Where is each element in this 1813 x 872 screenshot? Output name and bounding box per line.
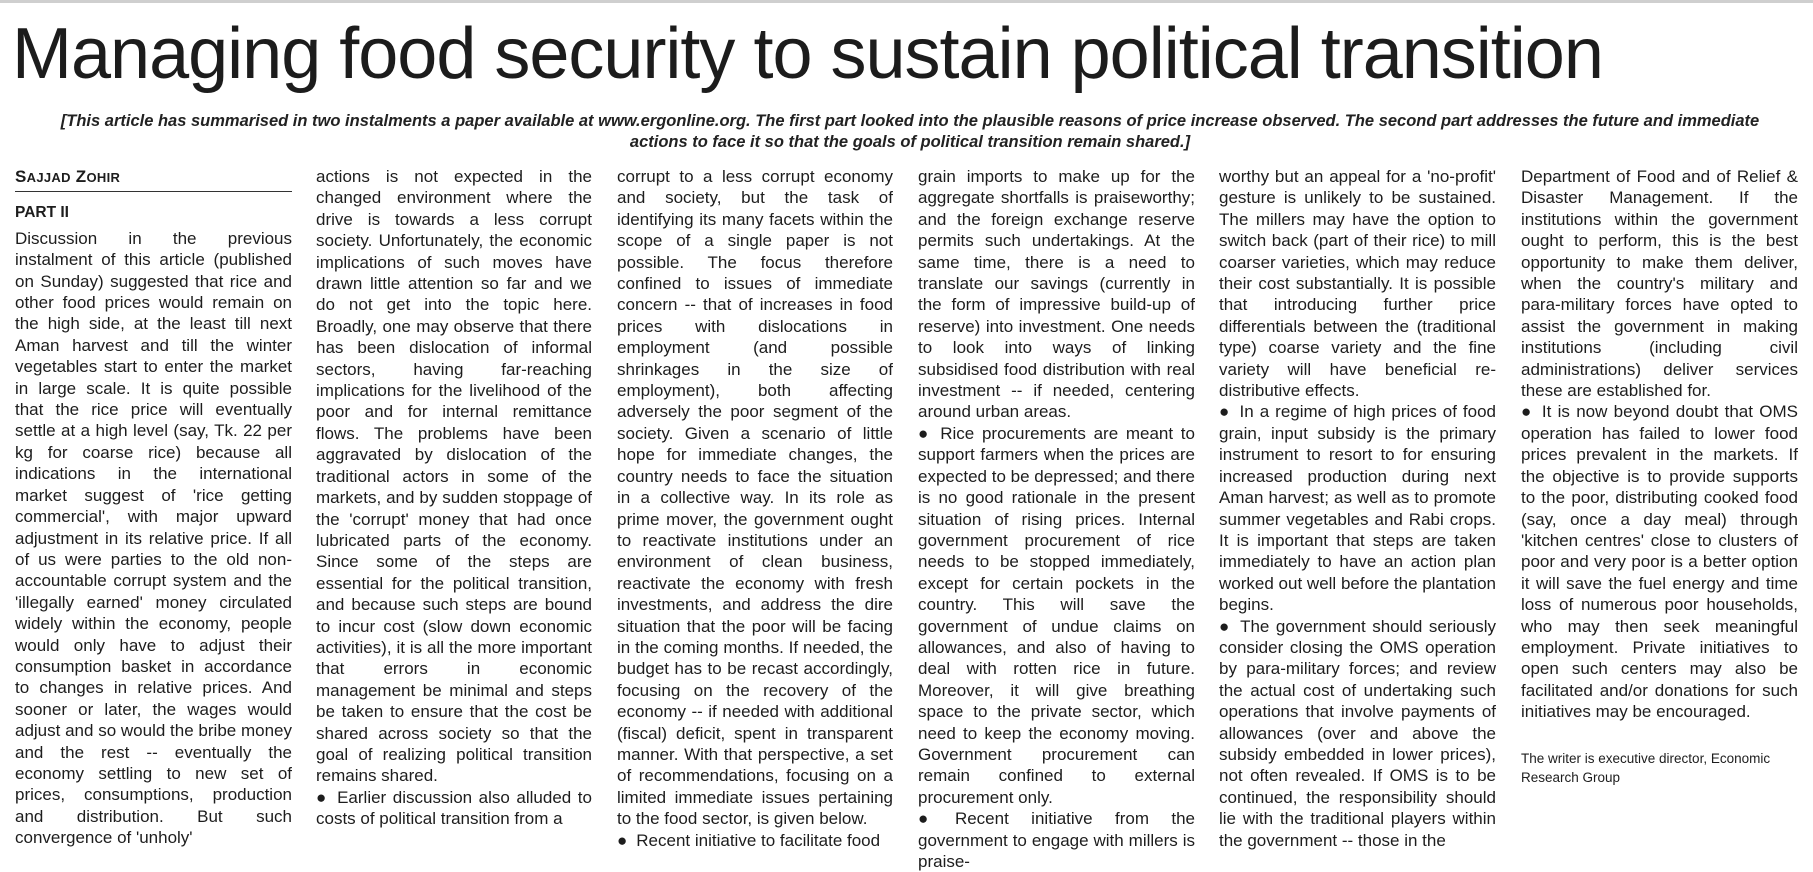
bullet-paragraph: ● It is now beyond doubt that OMS operation has failed to lower food prices prevalent in the markets. If the objective is to provide supports to the poor, distributing cooked food (say, once a day meal) through 'kitchen centres' close to clusters of poor and very poor is a better option it will save the fuel energy and time loss of numerous poor households, who may then seek meaningful employment. Private initiatives to open such centers may also be facilitated and/or donations for such initiatives may be encouraged. [1521, 401, 1798, 722]
bullet-paragraph: ● Recent initiative to facilitate food [617, 830, 893, 851]
bullet-paragraph: ● In a regime of high prices of food grain, input subsidy is the primary instrument to resort to for ensuring increased production during next Aman harvest; as well as to promote summer vegetables and Rabi crops. It is important that steps are taken immediately to have an action plan worked out well before the plantation begins. [1219, 401, 1496, 615]
paragraph: actions is not expected in the changed environment where the drive is towards a less corrupt society. Unfortunately, the economic implications of such moves have drawn little attention so far and we do not get into the topic here. Broadly, one may observe that there has been dislocation of informal sectors, having far-reaching implications for the livelihood of the poor and for internal remittance flows. The problems have been aggravated by dislocation of the traditional actors in some of the markets, and by sudden stoppage of the 'corrupt' money that had once lubricated parts of the economy. Since some of the steps are essential for the political transition, and because such steps are bound to incur cost (slow down economic activities), it is all the more important that errors in economic management be minimal and steps be taken to ensure that the cost be shared across society so that the goal of realizing political transition remains shared. [316, 167, 592, 786]
bullet-paragraph: ● Rice procurements are meant to support farmers when the prices are expected to be depressed; and there is no good rationale in the present situation of rising prices. Internal government procurement of rice needs to be stopped immediately, except for certain pockets in the country. This will save the government of undue claims on allowances, and also of having to deal with rotten rice in future. Moreover, it will give breathing space to the private sector, which need to keep the economy moving. Government procurement can remain confined to external procurement only. [918, 423, 1195, 808]
column-3 [617, 166, 893, 850]
paragraph: Department of Food and of Relief & Disaster Management. If the institutions within the government ought to perform, this is the best opportunity to make them deliver, when the country's military and para-military forces have opted to assist the government in making institutions (including civil administrations) deliver services these are established for. [1521, 167, 1798, 401]
top-rule [0, 0, 1813, 3]
paragraph: grain imports to make up for the aggregate shortfalls is praiseworthy; and the foreign exchange reserve permits such undertakings. At the same time, there is a need to translate our savings (currently in the form of impressive build-up of reserve) into investment. One needs to look into ways of linking subsidised food distribution with real investment -- if needed, centering around urban areas. [918, 167, 1195, 422]
bullet-paragraph: ● Recent initiative from the government to engage with millers is praise- [918, 808, 1195, 872]
bullet-paragraph: ● The government should seriously consider closing the OMS operation by para-military forces; and review the actual cost of undertaking such operations that involve payments of allowances (over and above the subsidy embedded in lower prices), not often revealed. If OMS is to be continued, the responsibility should lie with the traditional players within the government -- those in the [1219, 616, 1496, 851]
paragraph: corrupt to a less corrupt economy and society, but the task of identifying its many facets within the scope of a single paper is not possible. The focus therefore confined to issues of immediate concern -- that of increases in food prices with dislocations in employment (and possible shrinkages in the size of employment), both affecting adversely the poor segment of the society. Given a scenario of little hope for immediate changes, the country needs to face the situation in a collective way. In its role as prime mover, the government ought to reactivate institutions under an environment of clean business, reactivate the economy with fresh investments, and address the dire situation that the poor will be facing in the coming months. If needed, the budget has to be recast accordingly, focusing on the recovery of the economy -- if needed with additional (fiscal) deficit, spent in transparent manner. With that perspective, a set of recommendations, focusing on a limited immediate issues pertaining to the food sector, is given below. [617, 167, 893, 829]
paragraph: worthy but an appeal for a 'no-profit' gesture is unlikely to be sustained. The millers may have the option to switch back (part of their rice) to mill coarser varieties, which may reduce their cost substantially. It is possible that introducing further price differentials between the (traditional type) coarse variety and the fine variety will have beneficial re-distributive effects. [1219, 167, 1496, 401]
byline-first-initial: S [15, 167, 27, 186]
bullet-paragraph: ● Earlier discussion also alluded to costs of political transition from a [316, 787, 592, 830]
column-4 [918, 166, 1195, 871]
byline-last-initial: Z [75, 167, 87, 186]
byline-last-rest: OHIR [86, 170, 121, 185]
byline-first-rest: AJJAD [26, 170, 71, 185]
column-5 [1219, 166, 1496, 850]
headline: Managing food security to sustain political transition [12, 14, 1603, 94]
column-2 [316, 166, 592, 834]
column-6 [1521, 166, 1798, 834]
byline [15, 166, 292, 192]
intro-note: [This article has summarised in two instalments a paper available at www.ergonline.org. The first part looked into the plausible reasons of price increase observed. The second part addresses the future and immediate actions to face it so that the goals of political transition remain shared.] [60, 112, 1760, 151]
column-1 [15, 166, 292, 848]
part-label: PART II [15, 204, 69, 222]
paragraph: Discussion in the previous instalment of this article (published on Sunday) suggested that rice and other food prices would remain on the high side, at the least till next Aman harvest and till the winter vegetables start to enter the market in large scale. It is quite possible that the rice price will eventually settle at a high level (say, Tk. 22 per kg for coarse rice) because all indications in the international market suggest of 'rice getting commercial', with major upward adjustment in its relative price. If all of us were parties to the old non-accountable corrupt system and the 'illegally earned' money circulated widely within the economy, people would only have to adjust their consumption basket in accordance to changes in relative prices. And sooner or later, the wages would adjust and so would the bribe money and the rest -- eventually the economy settling to new set of prices, consumptions, production and distribution. But such convergence of 'unholy' [15, 228, 292, 848]
author-note: The writer is executive director, Economic Research Group [1521, 750, 1771, 785]
